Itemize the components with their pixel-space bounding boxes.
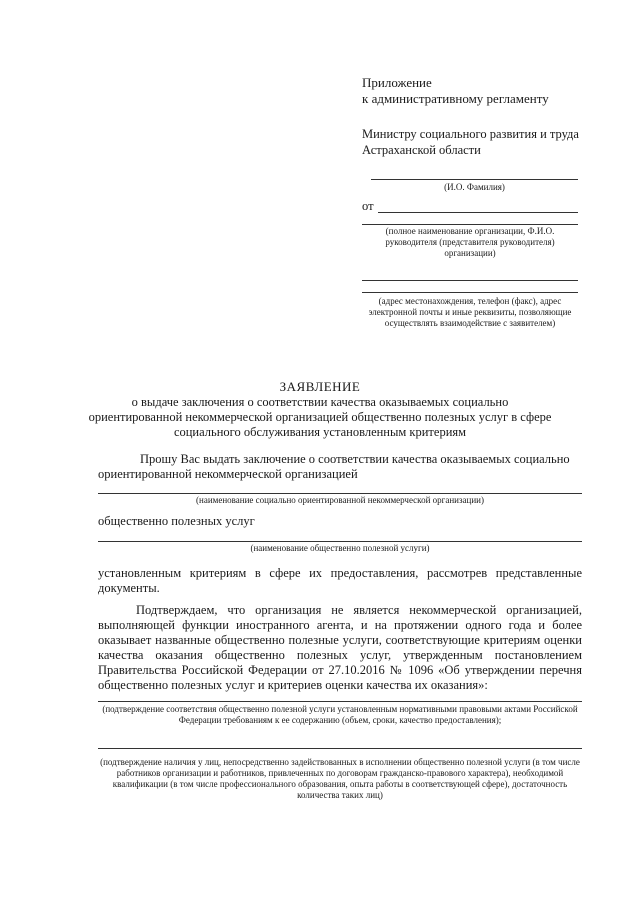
request-line-2: ориентированной некоммерческой организацией xyxy=(98,467,358,481)
addressee-line-2: Астраханской области xyxy=(362,143,481,157)
address-field-line-2 xyxy=(362,292,578,293)
title-line-1: о выдаче заключения о соответствии качества оказываемых социально xyxy=(131,395,509,409)
address-field-hint: (адрес местонахождения, телефон (факс), адрес электронной почты и иные реквизиты, позволяющие осуществлять взаимодействие с заявителем) xyxy=(368,296,572,328)
appendix-title: Приложение xyxy=(362,75,432,90)
confirmation-paragraph: Подтверждаем, что организация не является некоммерческой организацией, выполняющей функции иностранного агента, и на протяжении одного года и более оказывает названные общественно полезные услуги, соответствующие критериям оценки качества оказания общественно полезных услуг, утвержденным постановлением Правительства Российской Федерации от 27.10.2016 № 1096 «Об утверждении перечня общественно полезных услуг и критериев оценки качества их оказания»: xyxy=(98,603,582,692)
name-field-line xyxy=(371,179,578,180)
criteria-paragraph: установленным критериям в сфере их предоставления, рассмотрев представленные документы. xyxy=(98,566,582,595)
org-field-line xyxy=(362,224,578,225)
request-line-1: Прошу Вас выдать заключение о соответствии качества оказываемых социально xyxy=(140,452,570,466)
org-name-line xyxy=(98,493,582,494)
from-label: от xyxy=(362,199,374,213)
service-name-hint: (наименование общественно полезной услуги) xyxy=(250,543,430,553)
compliance-field-line xyxy=(98,701,582,702)
from-field-line xyxy=(378,212,578,213)
address-field-line-1 xyxy=(362,280,578,281)
services-label: общественно полезных услуг xyxy=(98,514,255,528)
document-heading: ЗАЯВЛЕНИЕ xyxy=(279,379,361,394)
org-field-hint: (полное наименование организации, Ф.И.О. руководителя (представителя руководителя) организации) xyxy=(385,226,555,258)
compliance-field-hint: (подтверждение соответствия общественно полезной услуги установленным нормативными правовыми актами Российской Федерации требованиям к ее содержанию (объем, сроки, качество предоставления); xyxy=(102,704,578,725)
staff-field-hint: (подтверждение наличия у лиц, непосредственно задействованных в исполнении общественно полезной услуги (в том числе работников организации и работников, привлеченных по договорам гражданско-правового характера), необходимой квалификации (в том числе профессионального образования, опыта работы в соответствующей сфере), достаточность количества таких лиц) xyxy=(100,757,580,800)
org-name-hint: (наименование социально ориентированной некоммерческой организации) xyxy=(196,495,484,505)
staff-field-line xyxy=(98,748,582,749)
appendix-subtitle: к административному регламенту xyxy=(362,91,549,106)
addressee-line-1: Министру социального развития и труда xyxy=(362,127,579,141)
title-line-2: ориентированной некоммерческой организацией общественно полезных услуг в сфере xyxy=(88,410,552,424)
title-line-3: социального обслуживания установленным критериям xyxy=(173,425,467,439)
service-name-line xyxy=(98,541,582,542)
name-field-hint: (И.О. Фамилия) xyxy=(444,182,505,192)
